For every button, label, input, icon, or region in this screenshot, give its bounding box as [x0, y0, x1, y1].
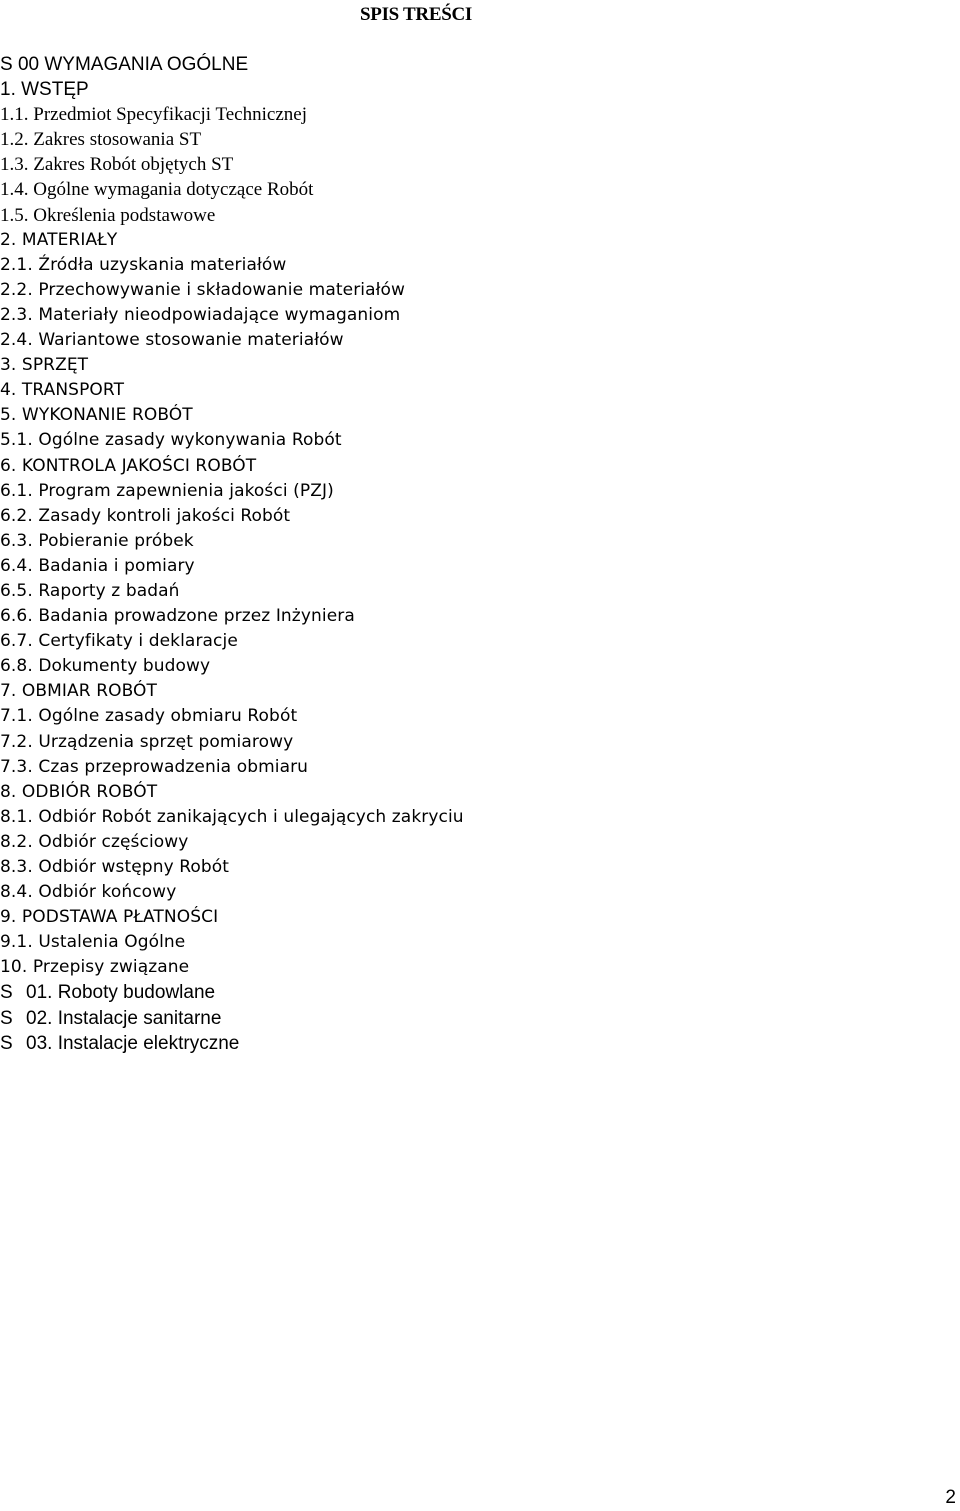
toc-entry: 6. KONTROLA JAKOŚCI ROBÓT — [0, 455, 257, 476]
toc-entry: 8.2. Odbiór częściowy — [0, 831, 189, 852]
section-prefix: S — [0, 1032, 13, 1054]
toc-entry: 5. WYKONANIE ROBÓT — [0, 405, 193, 426]
toc-entry: 7.2. Urządzenia sprzęt pomiarowy — [0, 731, 294, 752]
section-entry — [0, 1031, 700, 1056]
toc-entry: 2. MATERIAŁY — [0, 229, 118, 250]
toc-entry: 8. ODBIÓR ROBÓT — [0, 781, 158, 802]
toc-entry: 7.3. Czas przeprowadzenia obmiaru — [0, 756, 309, 777]
section-title: 01. Roboty budowlane — [26, 982, 216, 1004]
toc-entry: 6.3. Pobieranie próbek — [0, 530, 194, 551]
toc-entry: 9. PODSTAWA PŁATNOŚCI — [0, 907, 219, 928]
toc-entry: 5.1. Ogólne zasady wykonywania Robót — [0, 430, 342, 451]
toc-entry: 3. SPRZĘT — [0, 355, 89, 376]
toc-entry: 7. OBMIAR ROBÓT — [0, 681, 158, 702]
toc-entry: 6.1. Program zapewnienia jakości (PZJ) — [0, 480, 334, 501]
toc-entry: 1.4. Ogólne wymagania dotyczące Robót — [0, 179, 314, 201]
section-title: 02. Instalacje sanitarne — [26, 1007, 222, 1029]
toc-entry: 2.2. Przechowywanie i składowanie materiałów — [0, 279, 406, 300]
toc-entry: 1.5. Określenia podstawowe — [0, 204, 216, 226]
section-prefix: S — [0, 1007, 13, 1029]
toc-entry: 6.5. Raporty z badań — [0, 580, 180, 601]
toc-entry: 1.1. Przedmiot Specyfikacji Technicznej — [0, 104, 307, 126]
toc-entry: 1. WSTĘP — [0, 79, 89, 101]
toc-entry: 4. TRANSPORT — [0, 380, 125, 401]
section-entry — [0, 1006, 700, 1031]
toc-entry: S 00 WYMAGANIA OGÓLNE — [0, 54, 249, 75]
table-of-contents — [0, 52, 700, 1056]
toc-entry: 2.4. Wariantowe stosowanie materiałów — [0, 330, 344, 351]
toc-entry: 6.6. Badania prowadzone przez Inżyniera — [0, 606, 355, 627]
section-prefix: S — [0, 982, 13, 1004]
toc-entry: 1.2. Zakres stosowania ST — [0, 129, 202, 151]
section-entry — [0, 980, 700, 1005]
toc-entry: 6.4. Badania i pomiary — [0, 555, 195, 576]
toc-entry: 2.3. Materiały nieodpowiadające wymaganiom — [0, 304, 401, 325]
toc-entry: 7.1. Ogólne zasady obmiaru Robót — [0, 706, 298, 727]
toc-entry: 6.2. Zasady kontroli jakości Robót — [0, 505, 291, 526]
section-title: 03. Instalacje elektryczne — [26, 1032, 240, 1054]
toc-entry: 8.1. Odbiór Robót zanikających i ulegających zakryciu — [0, 806, 464, 827]
toc-entry: 6.8. Dokumenty budowy — [0, 656, 211, 677]
toc-entry: 2.1. Źródła uzyskania materiałów — [0, 254, 287, 275]
toc-entry: 9.1. Ustalenia Ogólne — [0, 932, 186, 953]
toc-entry: 8.4. Odbiór końcowy — [0, 882, 177, 903]
toc-entry: 6.7. Certyfikaty i deklaracje — [0, 631, 238, 652]
toc-entry: 10. Przepisy związane — [0, 957, 190, 978]
toc-entry: 1.3. Zakres Robót objętych ST — [0, 154, 234, 176]
page-number: 2 — [945, 1487, 956, 1508]
page-title: SPIS TREŚCI — [360, 4, 472, 25]
toc-entry: 8.3. Odbiór wstępny Robót — [0, 857, 230, 877]
